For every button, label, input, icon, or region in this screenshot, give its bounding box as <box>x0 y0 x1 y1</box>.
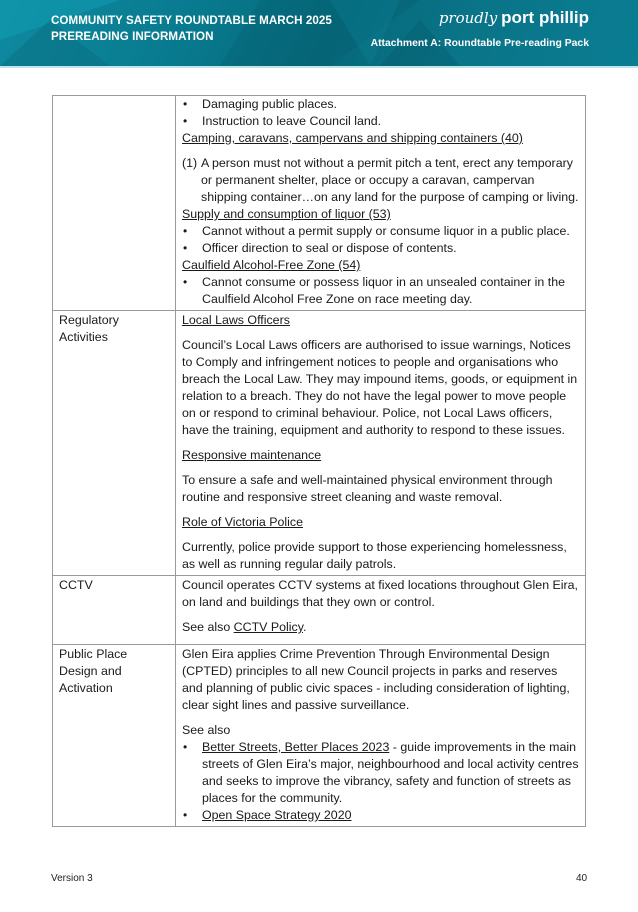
section-heading-caulfield: Caulfield Alcohol-Free Zone (54) <box>182 258 361 272</box>
footer-page-number: 40 <box>576 873 588 884</box>
row-content <box>176 645 586 827</box>
list-item: • Cannot without a permit supply or consume liquor in a public place. <box>182 223 579 240</box>
police-paragraph: Currently, police provide support to those experiencing homelessness, as well as running regular daily patrols. <box>182 540 567 571</box>
cpted-paragraph: Glen Eira applies Crime Prevention Through Environmental Design (CPTED) principles to all new Council projects in parks and reserves and planning of public civic spaces - including consideration of lighting, clear sight lines and passive surveillance. <box>182 647 570 712</box>
maintenance-paragraph: To ensure a safe and well-maintained physical environment through routine and responsive street cleaning and waste removal. <box>182 473 553 504</box>
section-heading-maintenance: Responsive maintenance <box>182 448 322 462</box>
clause-number: (1) <box>182 156 198 170</box>
officers-paragraph: Council’s Local Laws officers are authorised to issue warnings, Notices to Comply and infringement notices to people and organisations who breach the Local Law. They may impound items, goods, or equipment in relation to a breach. They do not have the legal power to move people on or respond to criminal behaviour. Police, not Local Laws officers, have the training, equipment and authority to respond to these issues. <box>182 338 578 437</box>
title-line-1: COMMUNITY SAFETY ROUNDTABLE MARCH 2025 <box>51 14 332 27</box>
bullet-list <box>182 96 579 130</box>
list-item <box>182 807 579 824</box>
list-item: • Cannot consume or possess liquor in an unsealed container in the Caulfield Alcohol Free Zone on race meeting day. <box>182 274 579 308</box>
row-label: Public Place Design and Activation <box>53 645 176 827</box>
footer-version: Version 3 <box>51 873 93 884</box>
row-label: CCTV <box>53 576 176 645</box>
section-heading-liquor: Supply and consumption of liquor (53) <box>182 207 391 221</box>
attachment-label: Attachment A: Roundtable Pre-reading Pack <box>370 38 589 49</box>
bullet-list <box>182 739 579 824</box>
better-streets-description: - guide improvements in the main streets of Glen Eira’s major, neighbourhood and local activity centres and seeks to improve the vibrancy, safety and function of streets as places for the community. <box>202 740 579 805</box>
page-header-band <box>0 0 638 66</box>
list-item: • Damaging public places. <box>182 96 579 113</box>
row-content <box>176 311 586 576</box>
title-line-2: PREREADING INFORMATION <box>51 30 214 43</box>
table-row <box>53 576 586 645</box>
row-label <box>53 96 176 311</box>
see-also-label: See also <box>182 723 231 737</box>
row-content <box>176 576 586 645</box>
numbered-clause <box>182 155 579 206</box>
bullet-list <box>182 223 579 257</box>
open-space-strategy-link[interactable]: Open Space Strategy 2020 <box>202 808 352 822</box>
clause-text: A person must not without a permit pitch a tent, erect any temporary or permanent shelter, place or occupy a caravan, campervan shipping container…on any land for the purpose of camping or living. <box>201 156 579 204</box>
header-divider <box>0 66 638 68</box>
section-heading-camping: Camping, caravans, campervans and shipping containers (40) <box>182 131 523 145</box>
brand-script-text: proudly <box>438 9 498 27</box>
safety-measures-table <box>52 95 586 827</box>
brand-logo <box>439 8 589 28</box>
brand-name: port phillip <box>501 8 589 27</box>
document-title <box>51 13 332 45</box>
better-streets-link[interactable]: Better Streets, Better Places 2023 <box>202 740 390 754</box>
list-item: • Officer direction to seal or dispose of contents. <box>182 240 579 257</box>
see-also-line <box>182 619 579 636</box>
cctv-paragraph: Council operates CCTV systems at fixed locations throughout Glen Eira, on land and buildings that they own or control. <box>182 578 578 609</box>
see-also-prefix: See also <box>182 620 234 634</box>
table-row <box>53 311 586 576</box>
bullet-list <box>182 274 579 308</box>
section-heading-officers: Local Laws Officers <box>182 313 290 327</box>
list-item: • Instruction to leave Council land. <box>182 113 579 130</box>
list-item <box>182 739 579 807</box>
section-heading-police: Role of Victoria Police <box>182 515 303 529</box>
table-row <box>53 96 586 311</box>
see-also-suffix: . <box>302 620 307 634</box>
row-content <box>176 96 586 311</box>
table-row <box>53 645 586 827</box>
cctv-policy-link[interactable]: CCTV Policy <box>233 620 303 634</box>
row-label: Regulatory Activities <box>53 311 176 576</box>
